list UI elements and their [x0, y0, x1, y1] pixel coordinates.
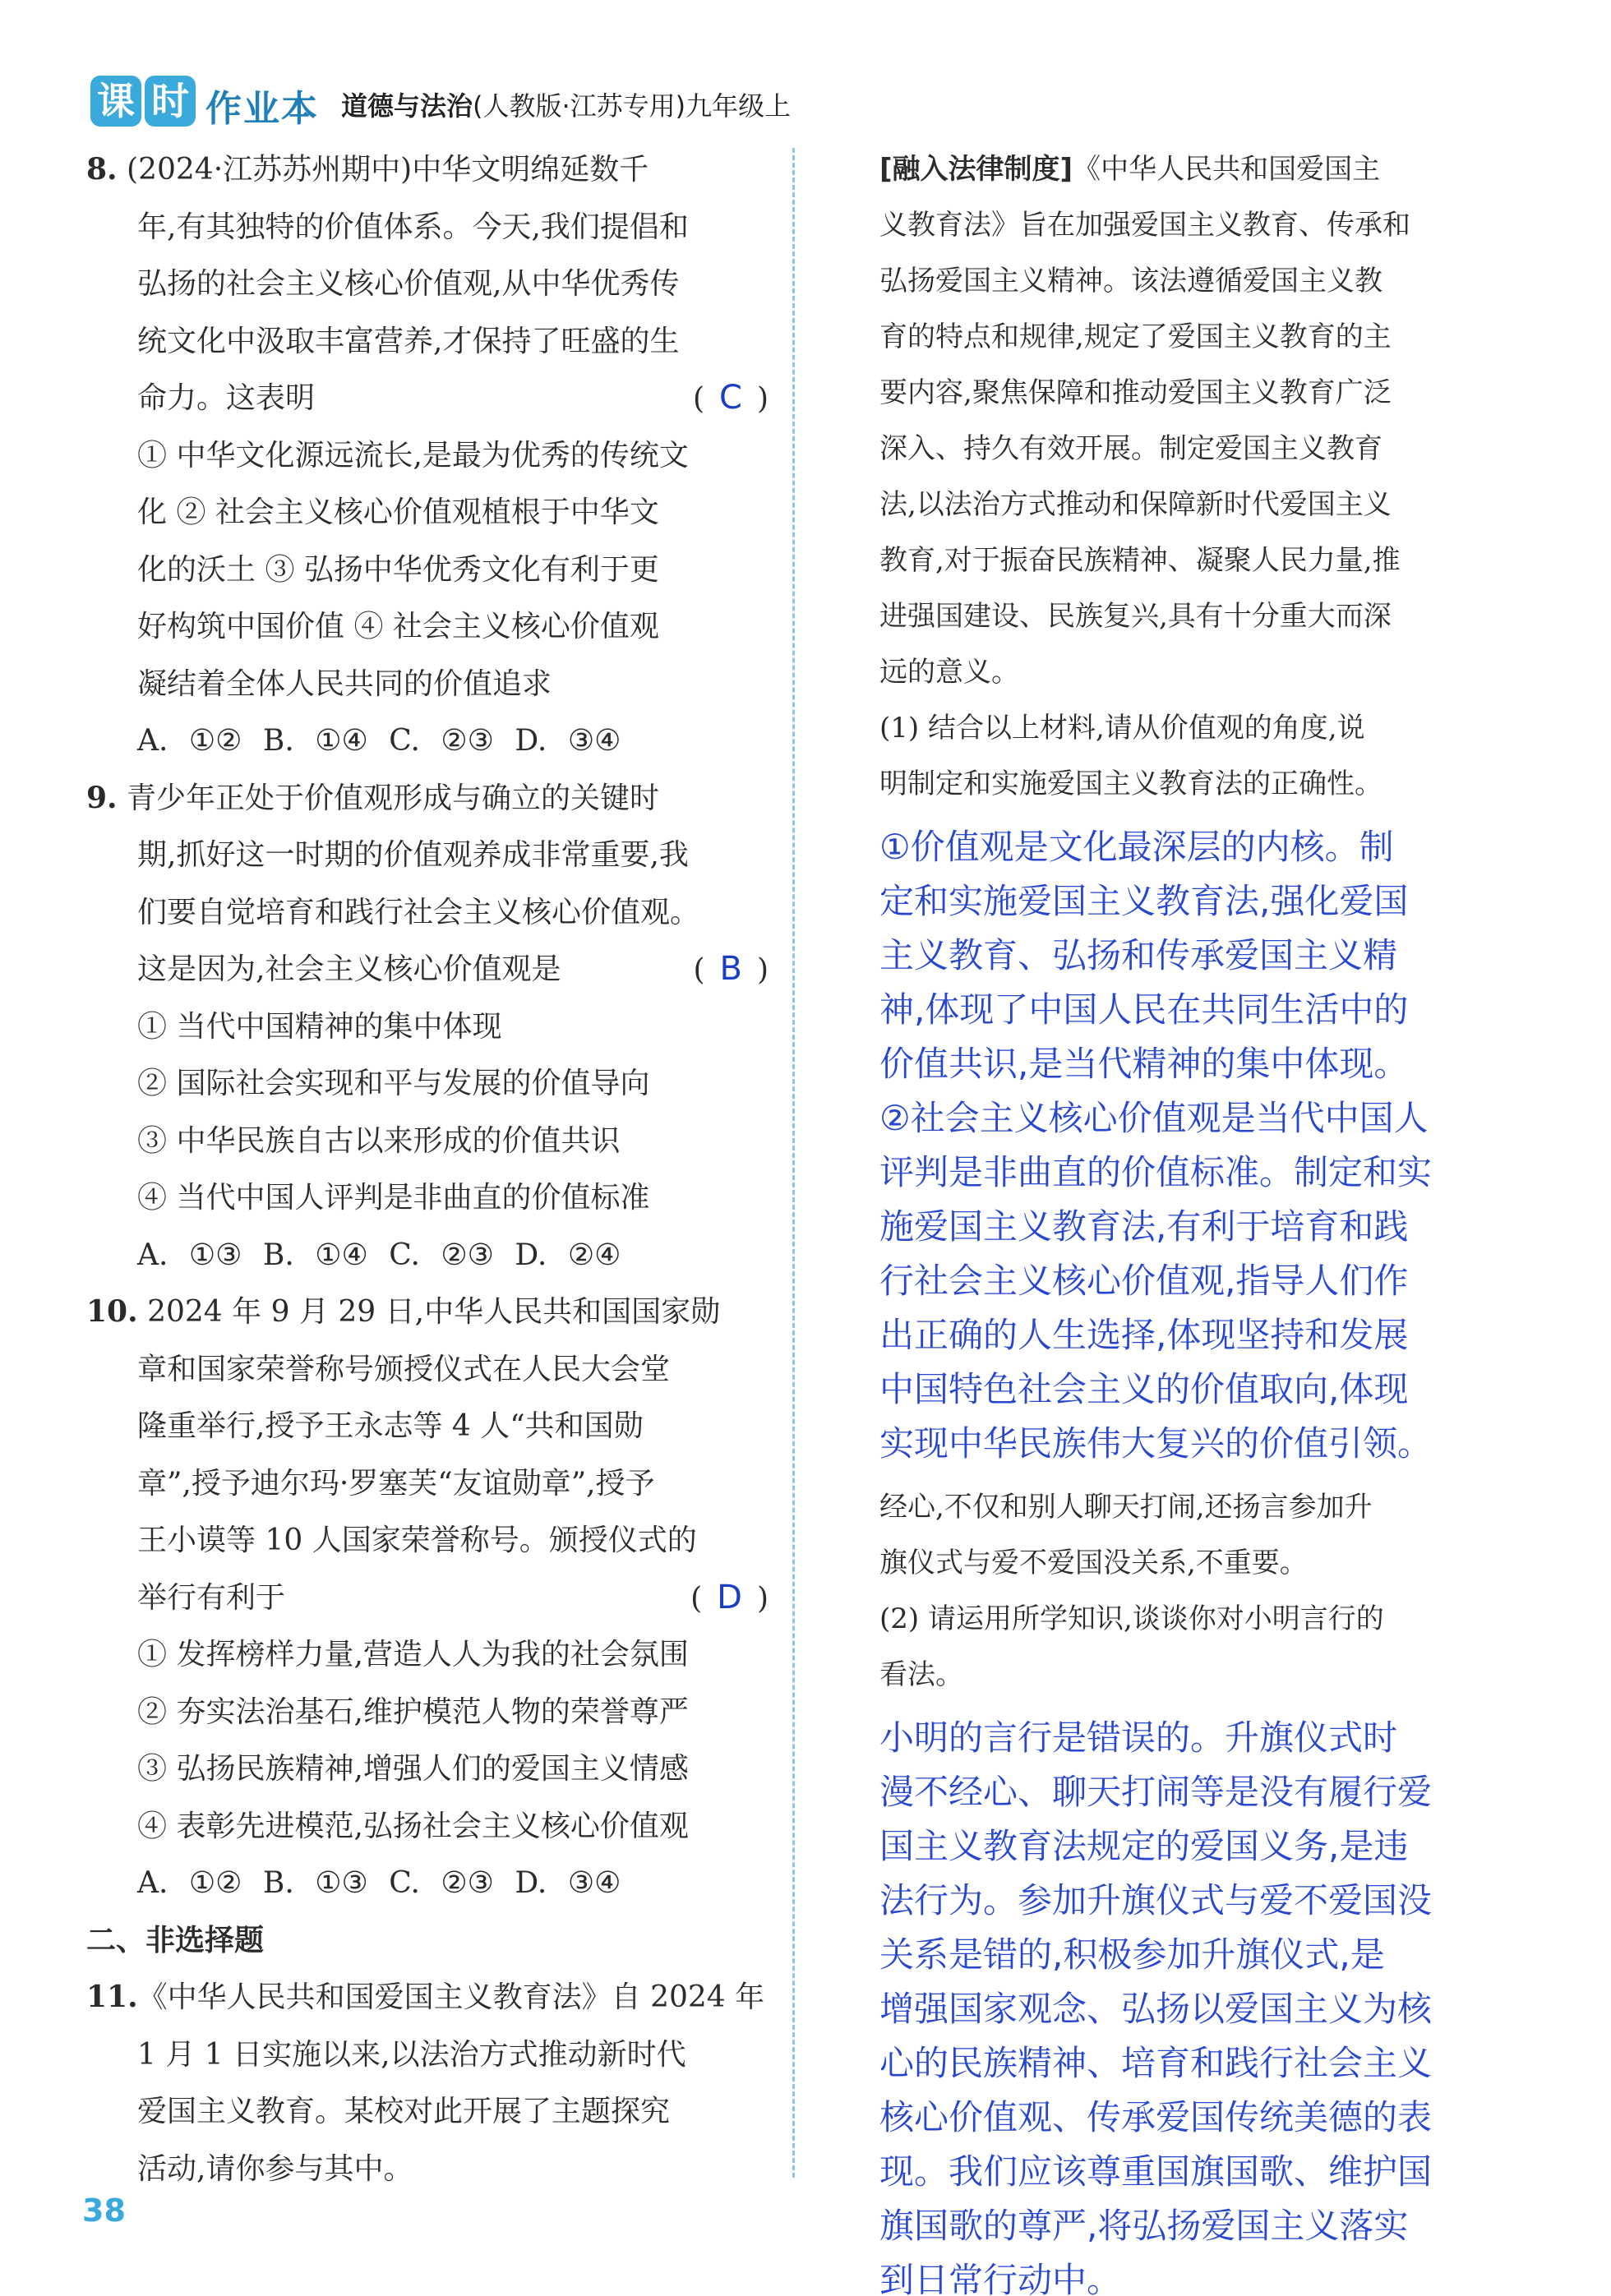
logo-char-shi: 时: [145, 76, 196, 127]
question-text: 举行有利于: [137, 1580, 286, 1615]
question-number: 8.: [86, 152, 118, 187]
material-text: 深入、持久有效开展。制定爱国主义教育: [879, 432, 1383, 465]
paren: (: [693, 953, 705, 987]
column-divider: [792, 148, 795, 2178]
question-text: 统文化中汲取丰富营养,才保持了旺盛的生: [137, 324, 680, 358]
material-text: 法,以法治方式推动和保障新时代爱国主义: [879, 488, 1392, 521]
question-8: [86, 141, 769, 770]
option-text: ② 夯实法治基石,维护模范人物的荣誉尊严: [137, 1694, 689, 1729]
material-text: 旗仪式与爱不爱国没关系,不重要。: [879, 1547, 1308, 1579]
question-text: 活动,请你参与其中。: [137, 2151, 413, 2186]
answer-line: 现。我们应该尊重国旗国歌、维护国: [879, 2151, 1433, 2192]
answer-line: 法行为。参加升旗仪式与爱不爱国没: [879, 1880, 1433, 1920]
handwritten-answer-1: [879, 820, 1504, 1471]
brand-logo: [90, 76, 199, 127]
question-11: [86, 1969, 769, 2197]
answer-mark: B: [719, 950, 742, 988]
answer-line: 旗国歌的尊严,将弘扬爱国主义落实: [879, 2206, 1409, 2246]
question-text: 这是因为,社会主义核心价值观是: [137, 952, 561, 986]
option-text: ④ 当代中国人评判是非曲直的价值标准: [137, 1181, 650, 1215]
question-line: [86, 141, 769, 199]
handwritten-answer-2: [879, 1711, 1504, 2296]
option-text: ① 中华文化源远流长,是最为优秀的传统文: [137, 438, 689, 473]
material-text: 进强国建设、民族复兴,具有十分重大而深: [879, 600, 1392, 633]
question-text: 弘扬的社会主义核心价值观,从中华优秀传: [137, 267, 680, 301]
paren: ): [756, 382, 769, 416]
answer-line: 关系是错的,积极参加升旗仪式,是: [879, 1934, 1385, 1975]
logo-char-ke: 课: [90, 76, 141, 127]
material-text: 要内容,聚焦保障和推动爱国主义教育广泛: [879, 376, 1392, 409]
paren: ): [756, 1581, 769, 1616]
answer-line: 主义教育、弘扬和传承爱国主义精: [879, 935, 1398, 975]
answer-line: ②社会主义核心价值观是当代中国人: [879, 1098, 1429, 1138]
answer-line: 出正确的人生选择,体现坚持和发展: [879, 1315, 1409, 1355]
answer-line: 国主义教育法规定的爱国义务,是违: [879, 1826, 1409, 1866]
option-text: ① 发挥榜样力量,营造人人为我的社会氛围: [137, 1638, 689, 1671]
option-text: ④ 表彰先进模范,弘扬社会主义核心价值观: [137, 1809, 689, 1843]
question-line-answer: [86, 1570, 769, 1627]
option-text: ② 国际社会实现和平与发展的价值导向: [137, 1067, 650, 1100]
option-text: 化的沃土 ③ 弘扬中华优秀文化有利于更: [137, 552, 659, 587]
answer-line: 价值共识,是当代精神的集中体现。: [879, 1044, 1409, 1084]
question-text: 2024 年 9 月 29 日,中华人民共和国国家勋: [147, 1295, 721, 1329]
answer-choices: A. ①② B. ①③ C. ②③ D. ③④: [137, 1866, 621, 1900]
answer-slot: [693, 370, 769, 428]
sub-question-text: (1) 结合以上材料,请从价值观的角度,说: [879, 712, 1365, 745]
answer-line: 评判是非曲直的价值标准。制定和实: [879, 1152, 1433, 1192]
option-text: ③ 中华民族自古以来形成的价值共识: [137, 1123, 621, 1158]
material-text: 育的特点和规律,规定了爱国主义教育的主: [879, 320, 1392, 353]
question-text: 章和国家荣誉称号颁授仪式在人民大会堂: [137, 1352, 671, 1386]
question-number: 10.: [86, 1294, 138, 1329]
paren: (: [690, 1581, 703, 1616]
question-10: [86, 1284, 769, 1912]
question-number: 9.: [86, 780, 118, 815]
question-text: 青少年正处于价值观形成与确立的关键时: [127, 781, 660, 815]
answer-choices: A. ①② B. ①④ C. ②③ D. ③④: [137, 724, 621, 758]
section-heading: 二、非选择题: [86, 1923, 265, 1957]
answer-line: 核心价值观、传承爱国传统美德的表: [879, 2097, 1433, 2137]
material-text: 弘扬爱国主义精神。该法遵循爱国主义教: [879, 265, 1383, 297]
question-text: 王小谟等 10 人国家荣誉称号。颁授仪式的: [137, 1524, 697, 1557]
question-text: 章”,授予迪尔玛·罗塞芙“友谊勋章”,授予: [137, 1466, 655, 1501]
question-9: [86, 770, 769, 1284]
option-text: 好构筑中国价值 ④ 社会主义核心价值观: [137, 610, 659, 643]
question-line: [86, 1284, 769, 1341]
question-line: [86, 770, 769, 828]
answer-line: 实现中华民族伟大复兴的价值引领。: [879, 1423, 1433, 1464]
material-text: 经心,不仅和别人聊天打闹,还扬言参加升: [879, 1491, 1373, 1524]
question-text: 年,有其独特的价值体系。今天,我们提倡和: [137, 210, 689, 244]
answer-mark: D: [717, 1578, 742, 1616]
answer-line: ①价值观是文化最深层的内核。制: [879, 827, 1394, 867]
answer-line: 定和实施爱国主义教育法,强化爱国: [879, 881, 1409, 921]
question-number: 11.: [86, 1980, 138, 2014]
answer-line: 漫不经心、聊天打闹等是没有履行爱: [879, 1772, 1433, 1812]
question-text: (2024·江苏苏州期中)中华文明绵延数千: [127, 153, 649, 187]
answer-line: 中国特色社会主义的价值取向,体现: [879, 1369, 1409, 1409]
option-text: 凝结着全体人民共同的价值追求: [137, 666, 552, 701]
question-text: 命力。这表明: [137, 381, 316, 415]
question-text: 爱国主义教育。某校对此开展了主题探究: [137, 2095, 671, 2128]
page-header: [90, 76, 1570, 133]
subject-title: 道德与法治: [341, 90, 473, 122]
option-text: ③ 弘扬民族精神,增强人们的爱国主义情感: [137, 1752, 689, 1786]
paren: (: [692, 382, 705, 416]
page-number: 38: [82, 2192, 126, 2229]
material-text: 义教育法》旨在加强爱国主义教育、传承和: [879, 209, 1410, 242]
sub-question-text: (2) 请运用所学知识,谈谈你对小明言行的: [879, 1602, 1384, 1635]
material-text: 远的意义。: [879, 656, 1019, 689]
sub-question-text: 看法。: [879, 1658, 963, 1691]
question-text: 们要自觉培育和践行社会主义核心价值观。: [137, 895, 700, 929]
material-text: 教育,对于振奋民族精神、凝聚人民力量,推: [879, 544, 1401, 577]
material-line: [879, 141, 1504, 197]
answer-choices: A. ①③ B. ①④ C. ②③ D. ②④: [137, 1238, 621, 1272]
question-text: 《中华人民共和国爱国主义教育法》自 2024 年: [137, 1980, 765, 2014]
book-subject: [341, 85, 791, 123]
answer-line: 小明的言行是错误的。升旗仪式时: [879, 1717, 1398, 1758]
answer-slot: [693, 941, 769, 999]
left-column: [86, 141, 769, 2197]
answer-line: 到日常行动中。: [879, 2260, 1122, 2296]
question-text: 1 月 1 日实施以来,以法治方式推动新时代: [137, 2037, 686, 2072]
material-tag: [融入法律制度]: [879, 153, 1073, 186]
answer-line: 行社会主义核心价值观,指导人们作: [879, 1261, 1409, 1301]
brand-name: 作业本: [205, 88, 319, 130]
answer-line: 增强国家观念、弘扬以爱国主义为核: [879, 1989, 1433, 2029]
paren: ): [756, 953, 769, 987]
answer-line: 心的民族精神、培育和践行社会主义: [879, 2043, 1433, 2083]
sub-question-text: 明制定和实施爱国主义教育法的正确性。: [879, 768, 1383, 800]
answer-mark: C: [719, 379, 742, 417]
option-text: ① 当代中国精神的集中体现: [137, 1009, 502, 1044]
right-column: [879, 141, 1504, 2296]
question-text: 隆重举行,授予王永志等 4 人“共和国勋: [137, 1409, 644, 1443]
question-line-answer: [86, 370, 769, 427]
question-line-answer: [86, 941, 769, 998]
answer-line: 施爱国主义教育法,有利于培育和践: [879, 1206, 1409, 1247]
answer-slot: [690, 1570, 769, 1628]
option-text: 化 ② 社会主义核心价值观植根于中华文: [137, 496, 659, 529]
material-text: 《中华人民共和国爱国主: [1073, 153, 1381, 186]
subject-edition: (人教版·江苏专用)九年级上: [473, 90, 792, 122]
question-line: [86, 1969, 769, 2026]
answer-line: 神,体现了中国人民在共同生活中的: [879, 989, 1409, 1030]
question-text: 期,抓好这一时期的价值观养成非常重要,我: [137, 838, 689, 872]
